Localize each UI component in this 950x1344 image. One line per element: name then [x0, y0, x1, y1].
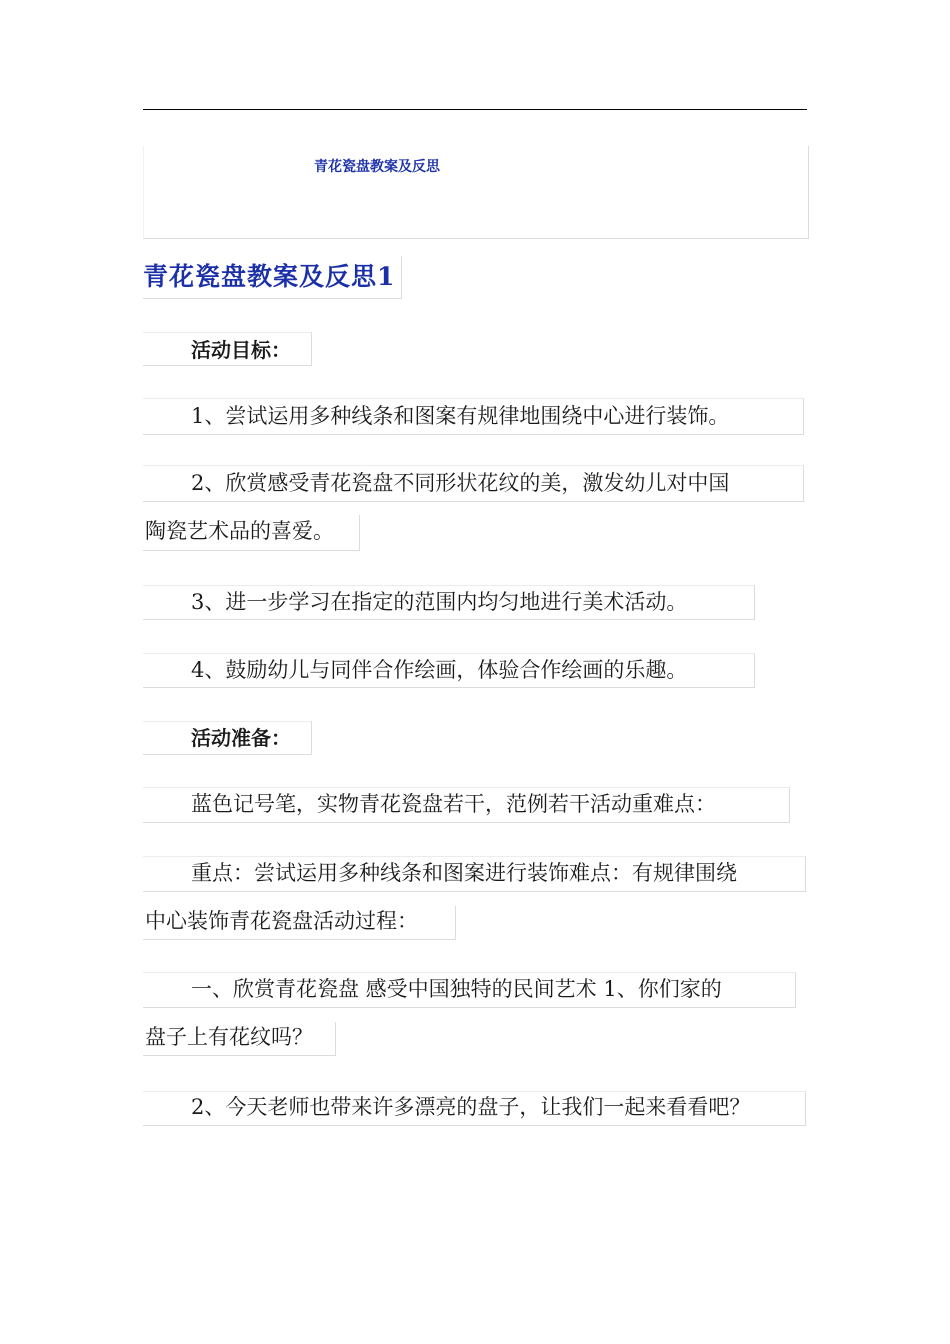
goal-heading: 活动目标：: [191, 338, 291, 362]
step-1-line-2: [143, 1022, 336, 1056]
key-line-2: [143, 906, 456, 940]
goal-2-line-1: [143, 465, 804, 502]
step-2: 2、今天老师也带来许多漂亮的盘子，让我们一起来看看吧？: [191, 1095, 751, 1119]
goal-3: 3、进一步学习在指定的范围内均匀地进行美术活动。: [191, 590, 688, 614]
goal-4: 4、鼓励幼儿与同伴合作绘画，体验合作绘画的乐趣。: [191, 658, 688, 682]
goal-1-block: [143, 398, 804, 435]
step-1-line-1: [143, 972, 796, 1008]
prep-text-block: [143, 787, 790, 823]
main-title: 青花瓷盘教案及反思1: [143, 256, 402, 299]
key-line-1: [143, 856, 806, 892]
goal-2-line-2: [143, 515, 360, 551]
goal-3-block: [143, 585, 755, 620]
goal-heading-block: [143, 332, 312, 366]
goal-2-text-a: 2、欣赏感受青花瓷盘不同形状花纹的美，激发幼儿对中国: [191, 471, 730, 495]
prep-heading: 活动准备：: [191, 726, 291, 750]
goal-1: 1、尝试运用多种线条和图案有规律地围绕中心进行装饰。: [191, 404, 730, 428]
key-text-b: 中心装饰青花瓷盘活动过程：: [145, 909, 418, 933]
prep-text: 蓝色记号笔，实物青花瓷盘若干，范例若干活动重难点：: [191, 792, 716, 816]
key-text-a: 重点：尝试运用多种线条和图案进行装饰难点：有规律围绕: [191, 861, 737, 885]
top-rule: [143, 109, 807, 110]
step-1-text-b: 盘子上有花纹吗？: [145, 1025, 313, 1049]
step-1-text-a: 一、欣赏青花瓷盘 感受中国独特的民间艺术 1、你们家的: [191, 977, 722, 1001]
prep-heading-block: [143, 721, 312, 755]
step-2-block: [143, 1091, 806, 1126]
goal-4-block: [143, 653, 755, 688]
header-title: 青花瓷盘教案及反思: [314, 159, 440, 175]
goal-2-text-b: 陶瓷艺术品的喜爱。: [145, 519, 334, 543]
header-box: [143, 146, 809, 239]
